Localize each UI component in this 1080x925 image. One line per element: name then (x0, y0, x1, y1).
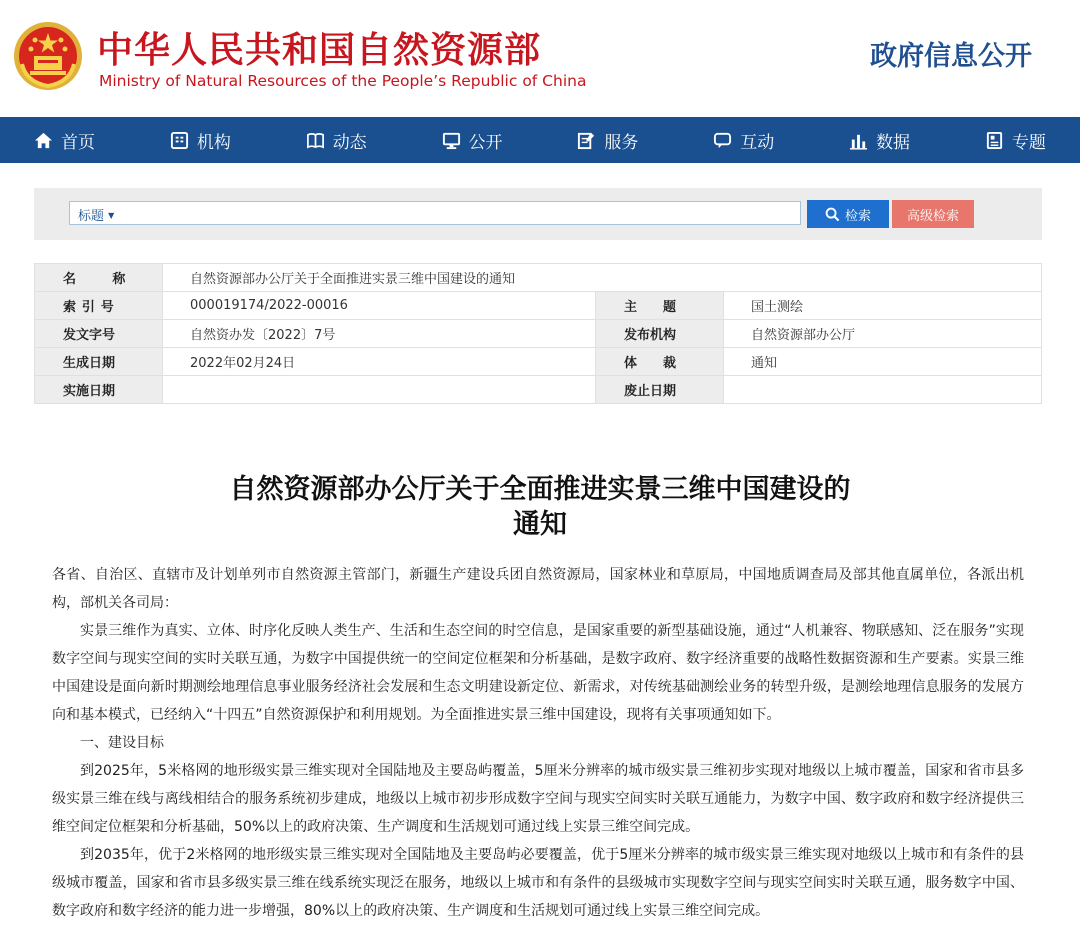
main-nav (0, 117, 1080, 163)
body-paragraph: 到2025年，5米格网的地形级实景三维实现对全国陆地及主要岛屿覆盖，5厘米分辨率的城市级实景三维初步实现对地级以上城市覆盖，国家和省市县多级实景三维在线与离线相结合的服务系统初步建成，地级以上城市初步形成数字空间与现实空间实时关联互通能力，为数字中国、数字政府和数字经济提供三维空间定位框架和分析基础，50%以上的政府决策、生产调度和生活规划可通过线上实景三维空间完成。 (52, 763, 1024, 835)
table-row (35, 264, 1042, 292)
nav-item-interaction[interactable] (713, 117, 774, 163)
search-panel (34, 188, 1042, 240)
body-paragraph: 到2035年，优于2米格网的地形级实景三维实现对全国陆地及主要岛屿必要覆盖，优于5厘米分辨率的城市级实景三维实现对地级以上城市和有条件的县级城市覆盖，国家和省市县多级实景三维在线系统实现泛在服务，地级以上城市和有条件的县级城市实现数字空间与现实空间实时关联互通，服务数字中国、数字政府和数字经济的能力进一步增强，80%以上的政府决策、生产调度和生活规划可通过线上实景三维空间完成。 (52, 847, 1024, 919)
advanced-search-button[interactable] (892, 200, 974, 228)
table-row (35, 320, 1042, 348)
monitor-icon (442, 131, 461, 150)
site-subtitle: Ministry of Natural Resources of the People’s Republic of China (99, 72, 587, 90)
site-title[interactable]: 中华人民共和国自然资源部 (97, 30, 542, 71)
genre-label: 体 裁 (596, 348, 724, 376)
expire-date-label: 废止日期 (596, 376, 724, 404)
nav-item-service[interactable] (577, 117, 638, 163)
effective-date-label: 实施日期 (35, 376, 163, 404)
nav-item-label: 公开 (468, 132, 503, 153)
table-row (35, 348, 1042, 376)
search-button[interactable] (807, 200, 889, 228)
advanced-search-label: 高级检索 (906, 208, 959, 224)
book-icon (306, 131, 325, 150)
document-icon (985, 131, 1004, 150)
document-metadata-table (34, 263, 1042, 404)
chat-icon (713, 131, 732, 150)
docno-value: 自然资办发〔2022〕7号 (163, 320, 596, 348)
search-field-select[interactable] (78, 205, 114, 224)
effective-date-value (163, 376, 596, 404)
date-value: 2022年02月24日 (163, 348, 596, 376)
name-label: 名 称 (35, 264, 163, 292)
section-heading: 一、建设目标 (80, 735, 164, 751)
search-icon (825, 207, 840, 222)
chevron-down-icon: ▼ (108, 211, 115, 220)
nav-item-label: 机构 (196, 132, 231, 153)
issuer-label: 发布机构 (596, 320, 724, 348)
table-row (35, 292, 1042, 320)
nav-item-label: 服务 (604, 132, 639, 153)
name-value: 自然资源部办公厅关于全面推进实景三维中国建设的通知 (163, 264, 1042, 292)
date-label: 生成日期 (35, 348, 163, 376)
subject-value: 国土测绘 (724, 292, 1042, 320)
salutation-paragraph: 各省、自治区、直辖市及计划单列市自然资源主管部门，新疆生产建设兵团自然资源局，国家林业和草原局，中国地质调查局及部其他直属单位，各派出机构，部机关各司局： (52, 567, 1024, 611)
edit-icon (577, 131, 596, 150)
index-value: 000019174/2022-00016 (163, 292, 596, 320)
search-input[interactable] (122, 204, 796, 224)
national-emblem-icon[interactable] (12, 20, 84, 92)
document-body (52, 561, 1024, 925)
gov-info-title[interactable]: 政府信息公开 (870, 41, 1032, 72)
site-header (0, 0, 1080, 117)
document-title-line: 通知 (513, 509, 567, 540)
bar-chart-icon (849, 131, 868, 150)
table-row (35, 376, 1042, 404)
search-select-label: 标题 (78, 209, 105, 224)
body-paragraph: 实景三维作为真实、立体、时序化反映人类生产、生活和生态空间的时空信息，是国家重要的新型基础设施，通过“人机兼容、物联感知、泛在服务”实现数字空间与现实空间的实时关联互通，为数字中国提供统一的空间定位框架和分析基础，是数字政府、数字经济重要的战略性数据资源和生产要素。实景三维中国建设是面向新时期测绘地理信息事业服务经济社会发展和生态文明建设新定位、新需求，对传统基础测绘业务的转型升级，是测绘地理信息服务的发展方向和基本模式，已经纳入“十四五”自然资源保护和利用规划。为全面推进实景三维中国建设，现将有关事项通知如下。 (52, 623, 1024, 723)
document-title (0, 472, 1080, 542)
home-icon (34, 131, 53, 150)
nav-item-data[interactable] (849, 117, 910, 163)
search-button-label: 检索 (844, 208, 871, 224)
nav-item-label: 数据 (876, 132, 911, 153)
nav-item-public[interactable] (442, 117, 503, 163)
nav-item-label: 互动 (740, 132, 775, 153)
index-label: 索引号 (35, 292, 163, 320)
nav-item-label: 专题 (1011, 132, 1046, 153)
nav-item-home[interactable] (34, 117, 95, 163)
document-title-line: 自然资源部办公厅关于全面推进实景三维中国建设的 (229, 474, 851, 505)
organization-icon (170, 131, 189, 150)
search-box (69, 201, 801, 225)
issuer-value: 自然资源部办公厅 (724, 320, 1042, 348)
nav-item-label: 动态 (332, 132, 367, 153)
nav-item-topics[interactable] (985, 117, 1046, 163)
nav-item-organization[interactable] (170, 117, 231, 163)
genre-value: 通知 (724, 348, 1042, 376)
expire-date-value (724, 376, 1042, 404)
docno-label: 发文字号 (35, 320, 163, 348)
nav-item-news[interactable] (306, 117, 367, 163)
subject-label: 主 题 (596, 292, 724, 320)
nav-item-label: 首页 (61, 132, 95, 153)
